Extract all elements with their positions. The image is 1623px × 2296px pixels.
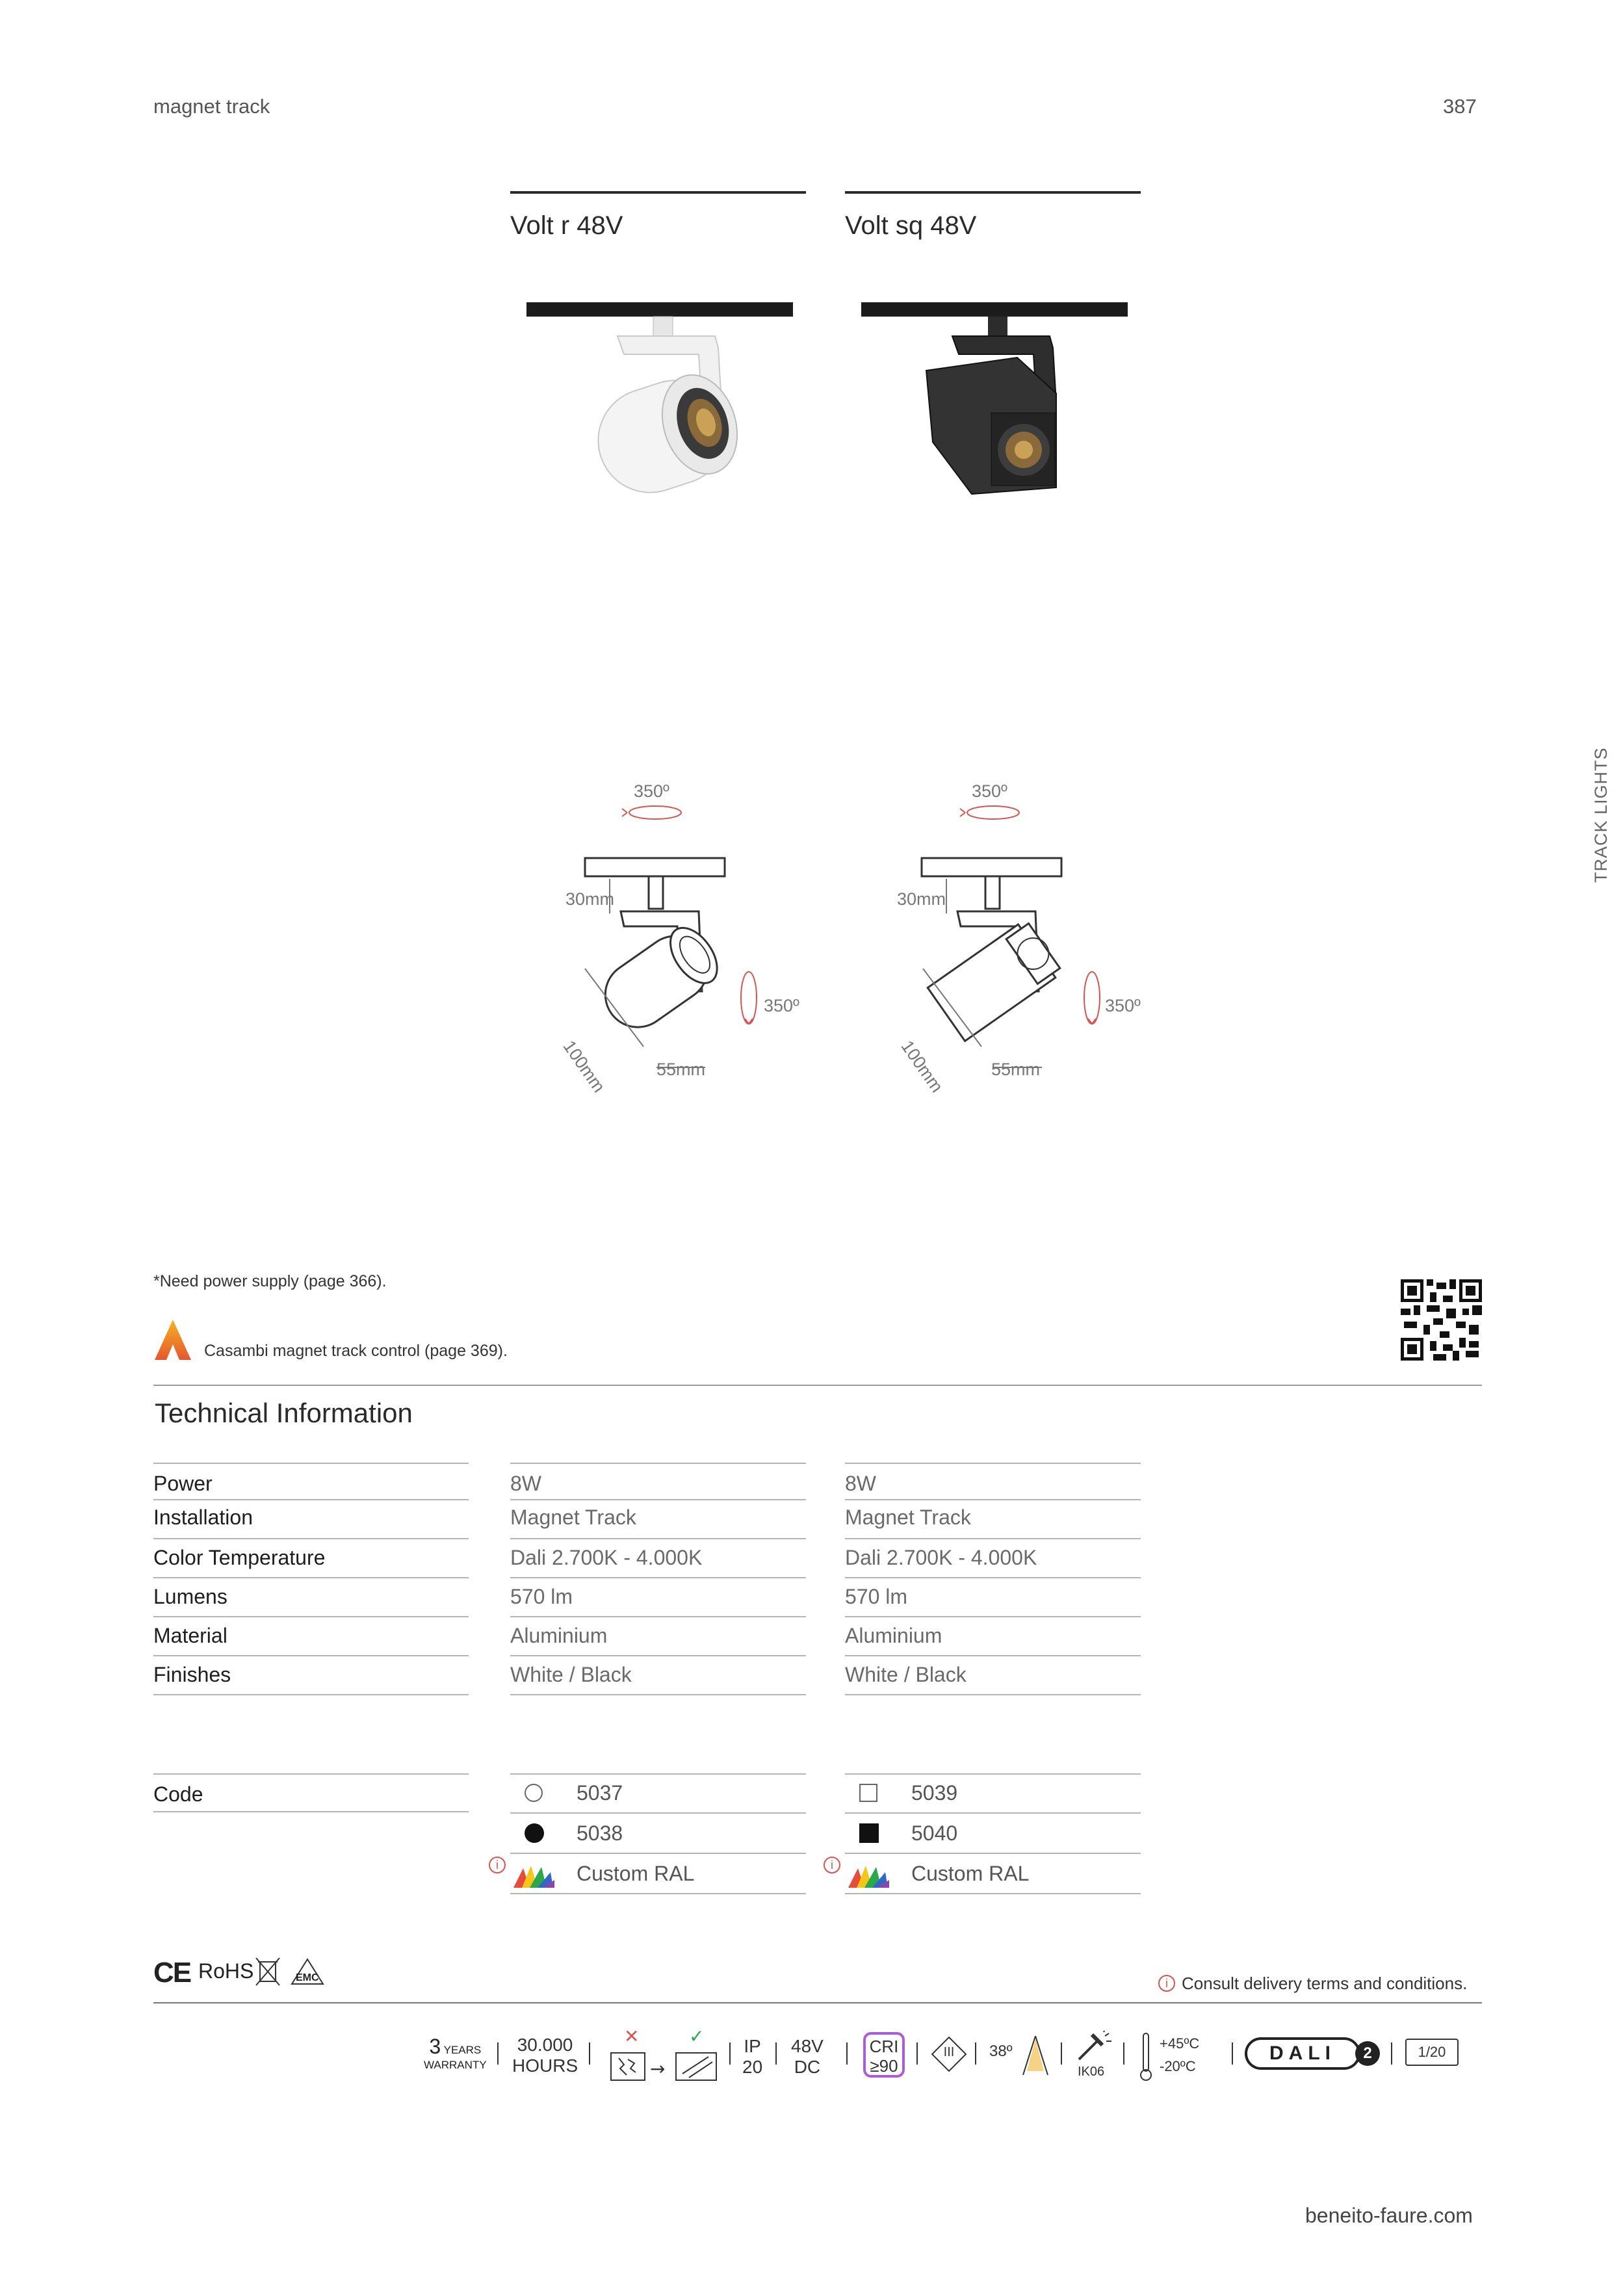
spec-value: Dali 2.700K - 4.000K <box>845 1539 1141 1578</box>
spec-value: 570 lm <box>845 1578 1141 1617</box>
footer-url[interactable]: beneito-faure.com <box>1305 2204 1473 2227</box>
info-icon[interactable]: i <box>824 1857 840 1873</box>
icon-bar-divider <box>153 2002 1482 2003</box>
ral-fan-icon <box>510 1863 556 1889</box>
info-icon: i <box>1158 1975 1175 1992</box>
code-value: 5039 <box>911 1781 958 1805</box>
spec-value: Magnet Track <box>510 1500 806 1539</box>
rotation-side-label: 350º <box>764 996 799 1015</box>
diameter-label-2: 55mm <box>991 1060 1041 1079</box>
product-image-square <box>861 299 1134 507</box>
separator <box>975 2042 976 2065</box>
spec-value: 8W <box>510 1464 806 1500</box>
cri-value: ≥90 <box>870 2055 898 2076</box>
separator <box>846 2042 848 2065</box>
product-title-1: Volt r 48V <box>510 211 623 240</box>
thermometer-icon <box>1136 2031 1156 2083</box>
diagram-round-drawing <box>507 774 845 1092</box>
code-row <box>845 1854 1141 1894</box>
feature-icon-bar <box>416 2028 1482 2100</box>
code-value: 5037 <box>577 1781 623 1805</box>
code-column-2 <box>845 1773 1141 1894</box>
length-label-2: 100mm <box>897 1037 947 1096</box>
ik-rating: IK06 <box>1078 2065 1105 2079</box>
separator <box>1232 2042 1233 2065</box>
separator <box>1391 2042 1392 2065</box>
spec-value: Aluminium <box>510 1617 806 1656</box>
ce-mark-icon: CE <box>153 1957 191 1989</box>
separator <box>1123 2042 1124 2065</box>
product-image-round <box>526 299 799 507</box>
code-row <box>510 1814 806 1854</box>
beam-angle: 38º <box>989 2042 1013 2060</box>
diameter-label: 55mm <box>656 1060 706 1079</box>
spec-finishes-label: Finishes <box>153 1656 469 1695</box>
height-label-2: 30mm <box>897 889 946 909</box>
product-title-2: Volt sq 48V <box>845 211 977 240</box>
warranty-number: 3 <box>429 2035 441 2058</box>
white-square-swatch-icon <box>859 1784 877 1802</box>
spec-material-label: Material <box>153 1617 469 1656</box>
dali-label: DALI <box>1245 2037 1360 2070</box>
emc-mark-text: EMC <box>296 1972 319 1983</box>
code-column-1 <box>510 1773 806 1894</box>
white-round-swatch-icon <box>525 1784 543 1802</box>
delivery-note: Consult delivery terms and conditions. <box>1182 1974 1468 1993</box>
code-row <box>845 1814 1141 1854</box>
cri-badge <box>863 2032 905 2078</box>
svg-text:✕: ✕ <box>624 2028 640 2047</box>
page-number: 387 <box>1443 95 1477 118</box>
code-label-block <box>153 1773 469 1812</box>
rotation-side-label-2: 350º <box>1105 996 1141 1015</box>
diagram-square <box>838 774 1176 1096</box>
code-row <box>510 1775 806 1814</box>
separator <box>729 2042 731 2065</box>
code-row <box>845 1775 1141 1814</box>
package-units: 1/20 <box>1405 2039 1459 2066</box>
separator <box>1061 2042 1062 2065</box>
separator <box>916 2042 918 2065</box>
voltage-type: DC <box>794 2057 821 2078</box>
ral-fan-icon <box>845 1863 890 1889</box>
section-divider <box>153 1385 1482 1386</box>
temperature-range <box>1160 2032 1199 2078</box>
warranty-block <box>424 2035 487 2072</box>
warranty-word: WARRANTY <box>424 2059 487 2071</box>
spec-value: Dali 2.700K - 4.000K <box>510 1539 806 1578</box>
code-label: Code <box>153 1775 469 1812</box>
cri-label: CRI <box>869 2037 899 2056</box>
spec-labels <box>153 1463 469 1695</box>
code-value: Custom RAL <box>577 1862 695 1885</box>
temp-min: -20ºC <box>1160 2058 1196 2075</box>
casambi-logo-icon <box>153 1318 192 1361</box>
code-row <box>510 1854 806 1894</box>
ip-value: 20 <box>742 2057 763 2078</box>
voltage <box>791 2036 824 2078</box>
spec-lumens-label: Lumens <box>153 1578 469 1617</box>
length-label: 100mm <box>559 1037 609 1096</box>
spec-value: Aluminium <box>845 1617 1141 1656</box>
svg-text:✓: ✓ <box>689 2028 705 2047</box>
rohs-mark: RoHS <box>198 1959 254 1983</box>
product-rule-2 <box>845 191 1141 194</box>
separator <box>775 2042 777 2065</box>
power-supply-note: *Need power supply (page 366). <box>153 1272 387 1290</box>
diagram-round <box>507 774 845 1096</box>
class-three-label: III <box>943 2045 955 2059</box>
code-value: Custom RAL <box>911 1862 1030 1885</box>
surface-mount-icon <box>604 2028 725 2091</box>
spec-power-label: Power <box>153 1464 469 1500</box>
hours-block <box>512 2035 578 2076</box>
separator <box>589 2042 590 2065</box>
temp-max: +45ºC <box>1160 2035 1200 2052</box>
spec-color-temperature-label: Color Temperature <box>153 1539 469 1578</box>
spec-value: White / Black <box>845 1656 1141 1695</box>
info-icon[interactable]: i <box>489 1857 506 1873</box>
black-square-swatch-icon <box>859 1823 879 1843</box>
spec-value: White / Black <box>510 1656 806 1695</box>
section-title: magnet track <box>153 95 270 118</box>
spec-installation-label: Installation <box>153 1500 469 1539</box>
impact-hammer-icon <box>1074 2031 1113 2063</box>
spec-column-1 <box>510 1463 806 1695</box>
dali2-logo <box>1245 2032 1380 2075</box>
product-rule-1 <box>510 191 806 194</box>
warranty-unit: YEARS <box>443 2044 482 2056</box>
spec-value: Magnet Track <box>845 1500 1141 1539</box>
rotation-top-label: 350º <box>634 781 669 801</box>
qr-code-icon[interactable] <box>1401 1279 1482 1361</box>
weee-bin-icon <box>255 1955 281 1988</box>
spec-value: 570 lm <box>510 1578 806 1617</box>
dali-version: 2 <box>1355 2041 1380 2066</box>
class-three-icon <box>929 2035 968 2074</box>
voltage-value: 48V <box>791 2036 824 2056</box>
code-value: 5040 <box>911 1821 958 1845</box>
hours-number: 30.000 <box>517 2035 573 2055</box>
emc-mark-icon <box>289 1957 326 1987</box>
hours-word: HOURS <box>512 2055 578 2076</box>
black-round-swatch-icon <box>525 1823 544 1843</box>
diagram-square-drawing <box>838 774 1176 1092</box>
technical-title: Technical Information <box>155 1398 413 1428</box>
ip-rating <box>742 2036 762 2078</box>
svg-text:→: → <box>650 2058 666 2080</box>
spec-value: 8W <box>845 1464 1141 1500</box>
side-tab: TRACK LIGHTS <box>1591 747 1611 883</box>
height-label: 30mm <box>565 889 615 909</box>
beam-angle-icon <box>1020 2032 1050 2078</box>
ip-label: IP <box>744 2036 761 2056</box>
casambi-note: Casambi magnet track control (page 369). <box>204 1342 508 1360</box>
separator <box>497 2042 499 2065</box>
rotation-top-label-2: 350º <box>972 781 1007 801</box>
spec-column-2 <box>845 1463 1141 1695</box>
code-value: 5038 <box>577 1821 623 1845</box>
